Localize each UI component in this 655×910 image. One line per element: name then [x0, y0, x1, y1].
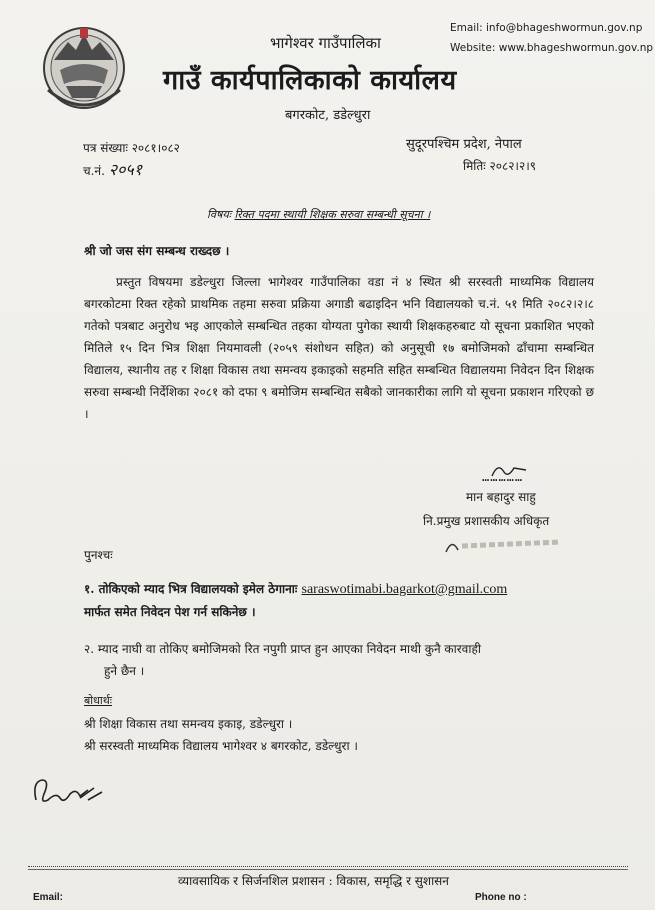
subject-label: विषयः	[207, 208, 231, 221]
footer-divider-dotted	[28, 866, 628, 867]
chalani-label: च.नं.	[83, 164, 105, 178]
chalani-number-handwritten: २०५१	[108, 160, 143, 179]
subject-line	[207, 207, 430, 222]
bodharth-line-1: श्री शिक्षा विकास तथा समन्वय इकाइ, डडेल्धुरा ।	[84, 717, 293, 731]
municipality-name: भागेश्वर गाउँपालिका	[270, 34, 381, 52]
postscript-item-1-text: १. तोकिएको म्याद भित्र विद्यालयको इमेल ठेगानाः	[84, 582, 298, 596]
signature-dots: ……………	[482, 470, 524, 484]
handwritten-signature-icon	[28, 770, 118, 818]
footer-motto: व्यावसायिक र सिर्जनशिल प्रशासन : विकास, समृद्धि र सुशासन	[178, 874, 449, 888]
postscript-label: पुनश्चः	[84, 548, 113, 562]
office-title: गाउँ कार्यपालिकाको कार्यालय	[163, 65, 457, 96]
signatory-title: नि.प्रमुख प्रशासकीय अधिकृत	[423, 514, 550, 528]
reference-block	[83, 137, 180, 182]
postscript-item-1	[84, 578, 604, 623]
chalani-number-line	[83, 159, 180, 182]
subject-text: रिक्त पदमा स्थायी शिक्षक सरुवा सम्बन्धी सूचना ।	[234, 208, 431, 221]
patra-sankhya: पत्र संख्याः २०८१।०८२	[83, 141, 180, 155]
footer-divider	[28, 869, 628, 870]
bodharth-list	[84, 713, 358, 757]
header-website[interactable]: Website: www.bhageshwormun.gov.np	[450, 42, 654, 54]
government-emblem-icon	[38, 20, 130, 120]
province-line: सुदूरपश्चिम प्रदेश, नेपाल	[406, 137, 522, 152]
bodharth-line-2: श्री सरस्वती माध्यमिक विद्यालय भागेश्वर ४ बगरकोट, डडेल्धुरा ।	[84, 739, 358, 753]
contact-block	[450, 18, 653, 58]
salutation: श्री जो जस संग सम्बन्ध राख्दछ ।	[84, 244, 230, 258]
postscript-item-2-line2: हुने छैन ।	[104, 664, 145, 678]
bodharth-label: बोधार्थः	[84, 694, 112, 707]
notice-body: प्रस्तुत विषयमा डडेल्धुरा जिल्ला भागेश्वर गाउँपालिका वडा नं ४ स्थित श्री सरस्वती माध्यमिक विद्यालय बगरकोटमा रिक्त रहेको प्राथमिक तहमा सरुवा प्रक्रिया अगाडी बढाइदिन भनि विद्यालयको च.नं. ५१ मिति २०८२।२।८ गतेको पत्रबाट अनुरोध भइ आएकोले सम्बन्धित तहका योग्यता पुगेका स्थायी शिक्षकहरुबाट यो सूचना प्रकाशित भएको मितिले १५ दिन भित्र शिक्षा नियमावली (२०५९ संशोधन सहित) को अनुसूची १७ बमोजिमको ढाँचामा सम्बन्धित विद्यालय, स्थानीय तह र शिक्षा विकास तथा समन्वय इकाइको सहमति सहित सम्बन्धित विद्यालयमा निवेदन दिन शिक्षक सरुवा सम्बन्धी निर्देशिका २०८१ को दफा ९ बमोजिम सम्बन्धित सबैको जानकारीका लागि यो सूचना प्रकाशन गरिएको छ ।	[84, 275, 594, 421]
office-address: बगरकोट, डडेल्धुरा	[285, 108, 371, 123]
official-stamp-icon	[444, 536, 564, 558]
school-email-link[interactable]: saraswotimabi.bagarkot@gmail.com	[301, 582, 508, 597]
signatory-name: मान बहादुर साहु	[466, 490, 536, 504]
letter-date: मितिः २०८२।२।९	[463, 159, 537, 173]
header-email[interactable]: Email: info@bhageshwormun.gov.np	[450, 22, 643, 34]
postscript-item-2	[84, 638, 599, 682]
footer-phone-label: Phone no :	[475, 892, 527, 903]
postscript-item-2-line1: २. म्याद नाघी वा तोकिए बमोजिमको रित नपुगी प्राप्त हुन आएका निवेदन माथी कुनै कारवाही	[84, 642, 481, 656]
postscript-item-1-suffix: मार्फत समेत निवेदन पेश गर्न सकिनेछ ।	[84, 605, 256, 619]
footer-email-label: Email:	[33, 892, 64, 903]
